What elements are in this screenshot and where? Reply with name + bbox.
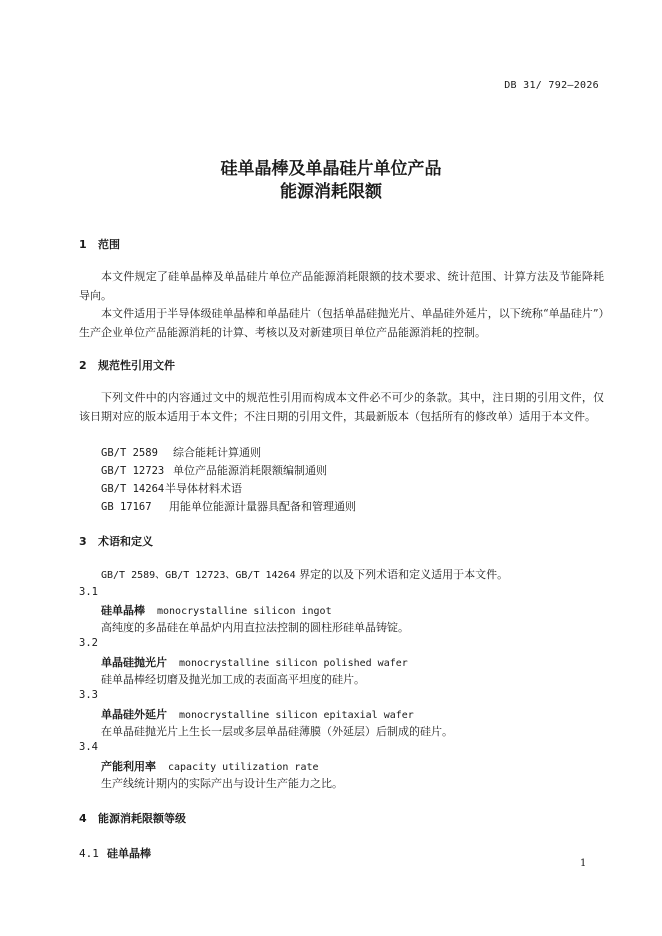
section-1-paragraph-2: 本文件适用于半导体级硅单晶棒和单晶硅片（包括单晶硅抛光片、单晶硅外延片，以下统称“单晶硅片”）生产企业单位产品能源消耗的计算、考核以及对新建项目单位产品能源消耗的控制。	[79, 307, 604, 339]
reference-code: GB/T 2589	[101, 447, 158, 459]
normative-reference	[101, 462, 327, 478]
term-chinese: 单晶硅抛光片	[101, 656, 167, 669]
term-chinese: 硅单晶棒	[101, 604, 145, 617]
term-definition: 高纯度的多晶硅在单晶炉内用直拉法控制的圆柱形硅单晶铸锭。	[101, 621, 409, 634]
normative-reference	[101, 480, 242, 496]
section-4-heading	[79, 810, 186, 826]
normative-reference	[101, 498, 356, 514]
section-2-heading	[79, 357, 175, 373]
document-code: DB 31/ 792—2026	[504, 80, 599, 91]
reference-title: 用能单位能源计量器具配备和管理通则	[169, 500, 356, 513]
term-chinese: 产能利用率	[101, 760, 156, 773]
section-number: 1	[79, 238, 87, 251]
term-definition: 在单晶硅抛光片上生长一层或多层单晶硅薄膜（外延层）后制成的硅片。	[101, 725, 453, 738]
term-english: monocrystalline silicon ingot	[157, 606, 332, 617]
subsection-number: 4.1	[79, 847, 99, 860]
term-definition: 硅单晶棒经切磨及抛光加工成的表面高平坦度的硅片。	[101, 673, 365, 686]
section-title: 规范性引用文件	[98, 359, 175, 372]
term-number: 3.1	[79, 586, 98, 598]
section-title: 范围	[98, 238, 120, 251]
term-heading	[101, 706, 414, 722]
section-1-heading	[79, 236, 120, 252]
term-heading	[101, 602, 332, 618]
section-number: 4	[79, 812, 87, 825]
reference-code: GB/T 14264	[101, 483, 165, 495]
normative-reference	[101, 444, 261, 460]
section-1-paragraph-1: 本文件规定了硅单晶棒及单晶硅片单位产品能源消耗限额的技术要求、统计范围、计算方法及节能降耗导向。	[79, 270, 604, 302]
page-number: 1	[580, 858, 587, 869]
term-number: 3.4	[79, 741, 98, 753]
reference-title: 综合能耗计算通则	[173, 446, 261, 459]
intro-text: 界定的以及下列术语和定义适用于本文件。	[295, 568, 509, 581]
title-line-2: 能源消耗限额	[280, 182, 382, 202]
section-number: 2	[79, 359, 87, 372]
reference-title: 半导体材料术语	[165, 482, 242, 495]
term-english: monocrystalline silicon epitaxial wafer	[179, 710, 414, 721]
section-number: 3	[79, 535, 87, 548]
reference-code: GB 17167	[101, 501, 152, 513]
section-title: 术语和定义	[98, 535, 153, 548]
section-title: 能源消耗限额等级	[98, 812, 186, 825]
subsection-4-1-heading	[79, 845, 151, 861]
referenced-standards: GB/T 2589、GB/T 12723、GB/T 14264	[101, 570, 296, 581]
reference-title: 单位产品能源消耗限额编制通则	[173, 464, 327, 477]
section-3-intro	[101, 566, 508, 582]
subsection-title: 硅单晶棒	[107, 847, 151, 860]
section-2-paragraph: 下列文件中的内容通过文中的规范性引用而构成本文件必不可少的条款。其中，注日期的引用文件，仅该日期对应的版本适用于本文件；不注日期的引用文件，其最新版本（包括所有的修改单）适用于本文件。	[79, 391, 604, 423]
term-number: 3.3	[79, 689, 98, 701]
title-line-1: 硅单晶棒及单晶硅片单位产品	[220, 159, 442, 179]
reference-code: GB/T 12723	[101, 465, 165, 477]
term-english: capacity utilization rate	[168, 762, 319, 773]
section-3-heading	[79, 533, 153, 549]
term-number: 3.2	[79, 637, 98, 649]
term-heading	[101, 758, 319, 774]
term-english: monocrystalline silicon polished wafer	[179, 658, 408, 669]
term-chinese: 单晶硅外延片	[101, 708, 167, 721]
term-heading	[101, 654, 408, 670]
term-definition: 生产线统计期内的实际产出与设计生产能力之比。	[101, 777, 343, 790]
